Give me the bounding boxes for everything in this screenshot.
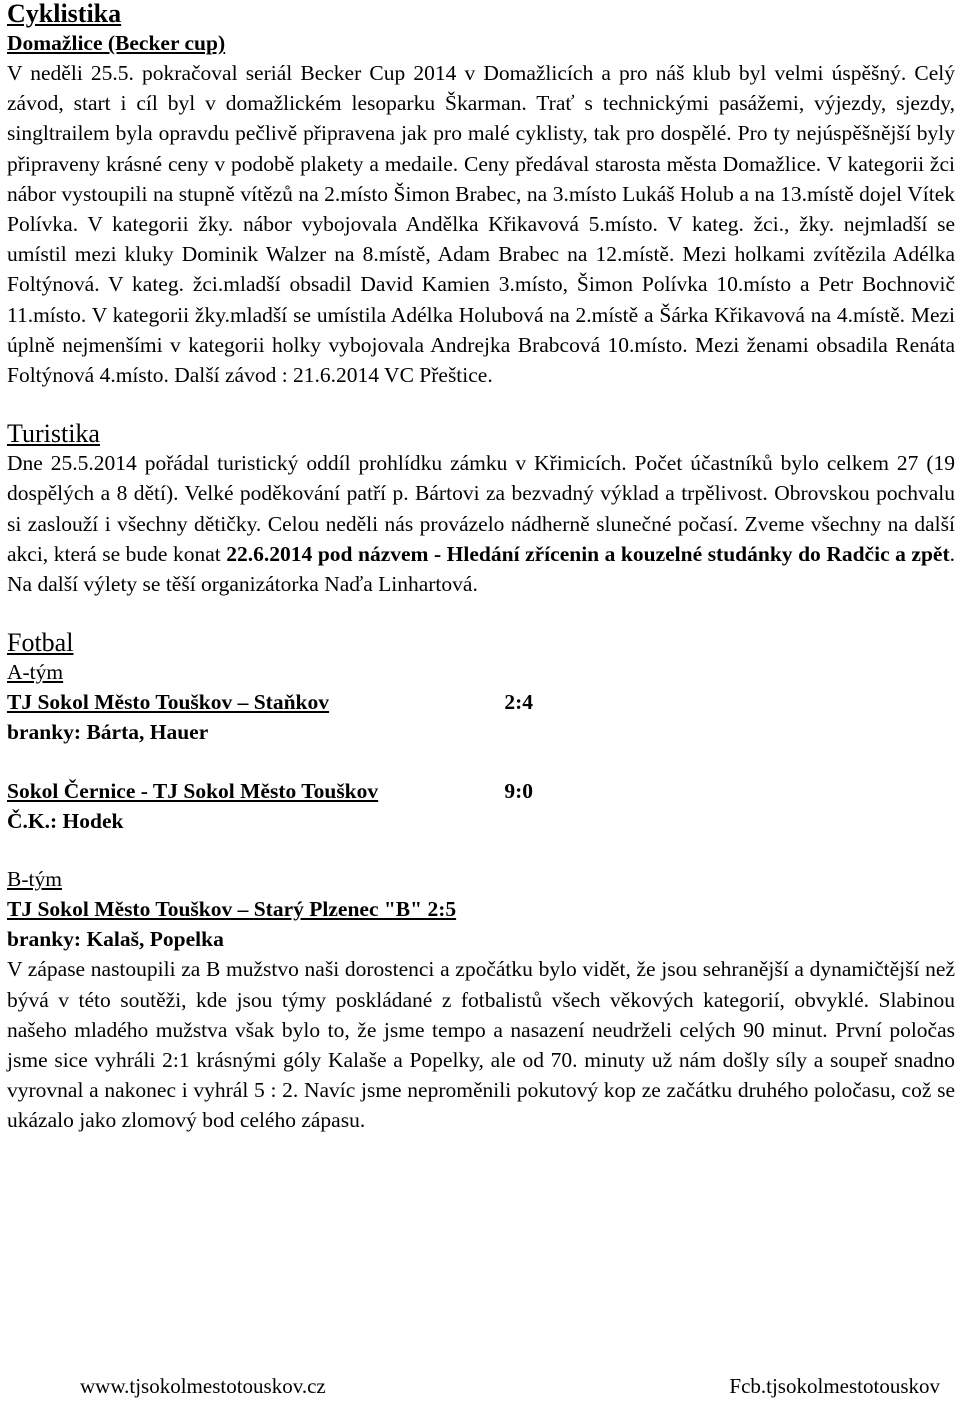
section-title-fotbal: Fotbal — [7, 628, 74, 658]
footer-website-link[interactable]: www.tjsokolmestotouskov.cz — [80, 1374, 326, 1398]
a-team-match2-teams: Sokol Černice - TJ Sokol Město Touškov — [7, 778, 379, 803]
b-team-paragraph: V zápase nastoupili za B mužstvo naši dorostenci a zpočátku bylo vidět, že jsou sehranější a dynamičtější než bývá v této soutěži, kde jsou týmy poskládané z fotbalistů všech věkových kategorií, obvyklé. Slabinou našeho mladého mužstva však bylo to, že jsme tempo a nasazení neudrželi celých 90 minut. První poločas jsme sice vyhráli 2:1 krásnými góly Kalaše a Popelky, ale od 70. minuty už nám došly síly a soupeř snadno vyrovnal a nakonec i vyhrál 5 : 2. Navíc jsme neproměnili pokutový kop ze začátku druhého poločasu, což se ukázalo jako zlomový bod celého zápasu. — [7, 957, 955, 1133]
section-title-turistika: Turistika — [7, 419, 100, 449]
a-team-match2-line — [7, 776, 533, 806]
turistika-text-after: . Na další výlety se těší organizátorka Naďa Linhartová. — [7, 541, 955, 597]
b-team-label: B-tým — [7, 867, 62, 892]
subsection-title-domazlice: Domažlice (Becker cup) — [7, 31, 226, 55]
cyklistika-paragraph: V neděli 25.5. pokračoval seriál Becker Cup 2014 v Domažlicích a pro náš klub byl velmi úspěšný. Celý závod, start i cíl byl v domažlickém lesoparku Škarman. Trať s technickými pasážemi, výjezdy, sjezdy, singltrailem byla opravdu pečlivě připravena jak pro malé cyklisty, tak pro dospělé. Pro ty nejúspěšnější byly připraveny krásné ceny v podobě plakety a medaile. Ceny předával starosta města Domažlice. V kategorii žci nábor vystoupili na stupně vítězů na 2.místo Šimon Brabec, na 3.místo Lukáš Holub a na 13.místě dojel Vítek Polívka. V kategorii žky. nábor vybojovala Andělka Křikavová 5.místo. V kateg. žci., žky. nejmladší se umístil mezi kluky Dominik Walzer na 8.místě, Adam Brabec na 12.místě. Mezi holkami zvítězila Adélka Foltýnová. V kateg. žci.mladší obsadil David Kamien 3.místo, Šimon Polívka 10.místo a Petr Bochnovič 11.místo. V kategorii žky.mladší se umístila Adélka Holubová na 2.místě a Šárka Křikavová na 4.místě. Mezi úplně nejmenšími v kategorii holky vybojovala Andrejka Brabcová 10.místo. Mezi ženami obsadila Renáta Foltýnová 4.místo. Další závod : 21.6.2014 VC Přeštice. — [7, 61, 955, 388]
a-team-match1 — [7, 687, 955, 717]
a-team-match1-line — [7, 687, 533, 717]
a-team-label: A-tým — [7, 660, 64, 685]
section-title-cyklistika: Cyklistika — [7, 0, 122, 28]
a-team-match1-score: 2:4 — [504, 690, 533, 715]
footer-facebook-link[interactable]: Fcb.tjsokolmestotouskov — [729, 1374, 940, 1398]
a-team-match1-goals: branky: Bárta, Hauer — [7, 720, 209, 745]
turistika-text-before: Dne 25.5.2014 pořádal turistický oddíl prohlídku zámku v Křimicích. Počet účastníků bylo celkem 27 (19 dospělých a 8 dětí). Velké poděkování patří p. Bártovi za bezvadný výklad a trpělivost. Obrovskou pochvalu si zaslouží i všechny dětičky. Celou neděli nás provázelo nádherně slunečné počasí. Zveme všechny na další akci, která se bude konat — [7, 451, 955, 566]
a-team-match2-score: 9:0 — [504, 778, 533, 803]
turistika-event-bold: 22.6.2014 pod názvem - Hledání zřícenin a kouzelné studánky do Radčic a zpět — [226, 541, 950, 566]
turistika-paragraph — [7, 448, 955, 599]
a-team-match2 — [7, 776, 955, 806]
a-team-match2-cards: Č.K.: Hodek — [7, 808, 124, 833]
b-team-goals: branky: Kalaš, Popelka — [7, 927, 224, 952]
document-page — [7, 0, 955, 1136]
a-team-match1-teams: TJ Sokol Město Touškov – Staňkov — [7, 690, 330, 715]
b-team-match: TJ Sokol Město Touškov – Starý Plzenec "B" 2:5 — [7, 897, 457, 922]
